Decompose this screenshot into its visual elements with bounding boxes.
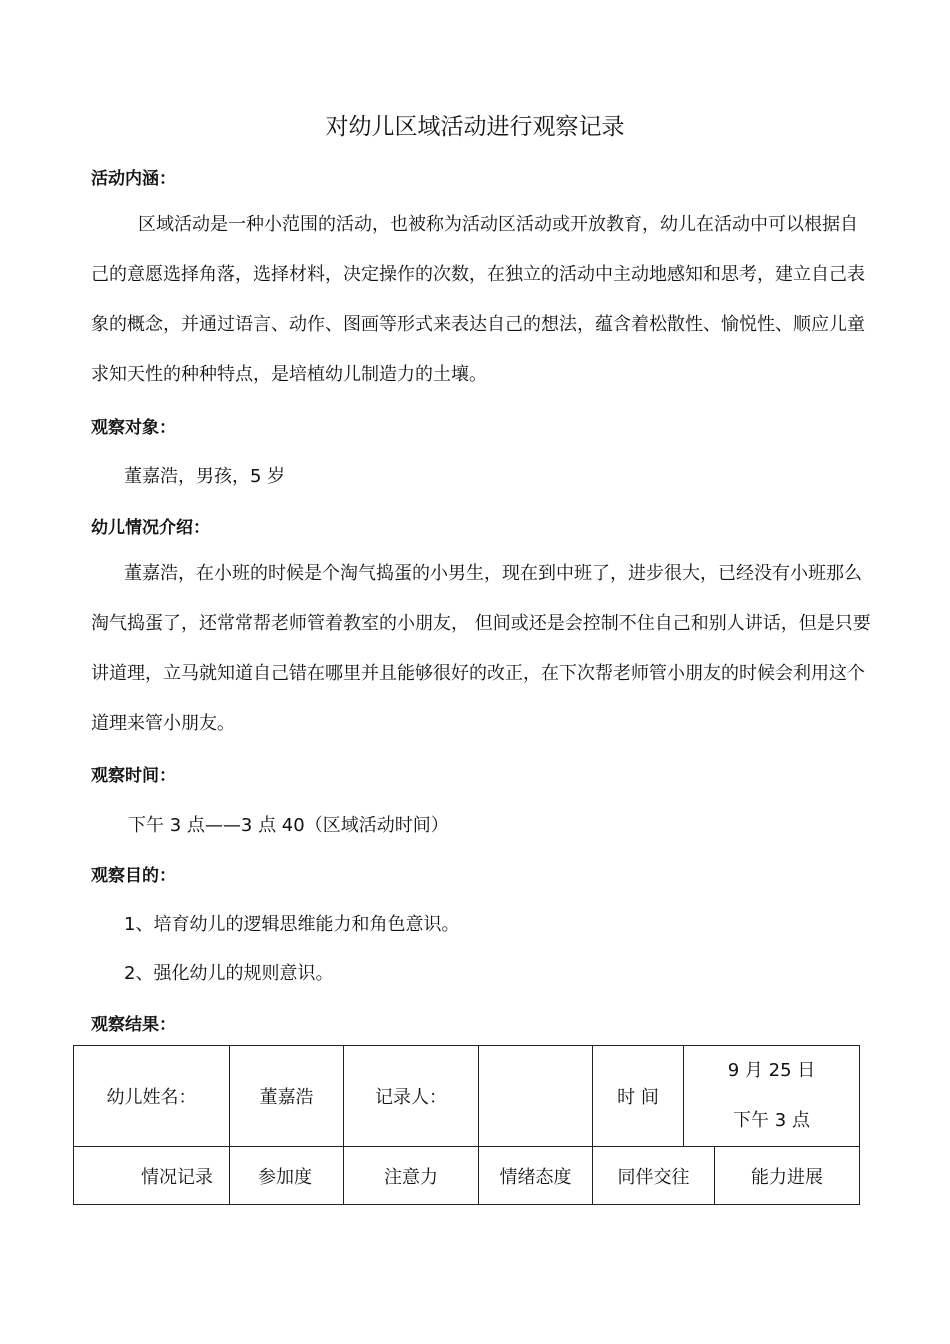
goal-item: 1、培育幼儿的逻辑思维能力和角色意识。 [124,914,460,935]
activity-body: 区域活动是一种小范围的活动，也被称为活动区活动或开放教育，幼儿在活动中可以根据自己的意愿选择角落，选择材料，决定操作的次数，在独立的活动中主动地感知和思考，建立自己表象的概念，并通过语言、动作、图画等形式来表达自己的想法，蕴含着松散性、愉悦性、顺应儿童求知天性的种种特点，是培植幼儿制造力的土壤。 [91,214,865,385]
header-cell [344,1147,479,1205]
name-label-cell [74,1046,230,1147]
document-title: 对幼儿区域活动进行观察记录 [325,114,625,140]
header-peer-interaction: 同伴交往 [617,1166,690,1188]
time-heading: 观察时间： [91,766,176,786]
name-value: 董嘉浩 [259,1087,314,1108]
observation-table [73,1045,860,1205]
intro-heading: 幼儿情况介绍： [91,518,210,538]
time-body: 下午 3 点——3 点 40（区域活动时间） [128,815,449,836]
table-row [74,1147,860,1205]
header-cell [715,1147,860,1205]
header-cell [593,1147,715,1205]
name-value-cell [230,1046,344,1147]
observation-hour: 下午 3 点 [733,1110,810,1131]
header-cell [479,1147,593,1205]
header-cell [230,1147,344,1205]
header-situation-record: 情况记录 [141,1166,213,1188]
goal-item: 2、强化幼儿的规则意识。 [124,963,334,984]
goal-heading: 观察目的： [91,866,176,886]
intro-body: 董嘉浩，在小班的时候是个淘气捣蛋的小男生，现在到中班了，进步很大，已经没有小班那么淘气捣蛋了，还常常帮老师管着教室的小朋友， 但间或还是会控制不住自己和别人讲话，但是只要讲道理，立马就知道自己错在哪里并且能够很好的改正，在下次帮老师管小朋友的时候会利用这个道理来管小朋友。 [91,563,871,734]
observation-date: 9 月 25 日 [727,1060,816,1081]
time-value-cell [684,1046,860,1147]
header-ability-progress: 能力进展 [751,1166,823,1188]
header-attention: 注意力 [384,1166,438,1188]
header-emotion: 情绪态度 [499,1166,572,1188]
table-row [74,1046,860,1147]
activity-heading: 活动内涵： [91,169,176,189]
header-participation: 参加度 [258,1166,312,1188]
result-heading: 观察结果： [91,1015,176,1035]
time-label: 时 间 [617,1087,659,1108]
recorder-label-cell [344,1046,479,1147]
time-label-cell [593,1046,684,1147]
subject-heading: 观察对象： [91,418,176,438]
subject-body: 董嘉浩，男孩，5 岁 [124,466,286,487]
recorder-value-cell [479,1046,593,1147]
header-cell [74,1147,230,1205]
recorder-label: 记录人： [375,1087,447,1108]
name-label: 幼儿姓名： [106,1087,197,1108]
